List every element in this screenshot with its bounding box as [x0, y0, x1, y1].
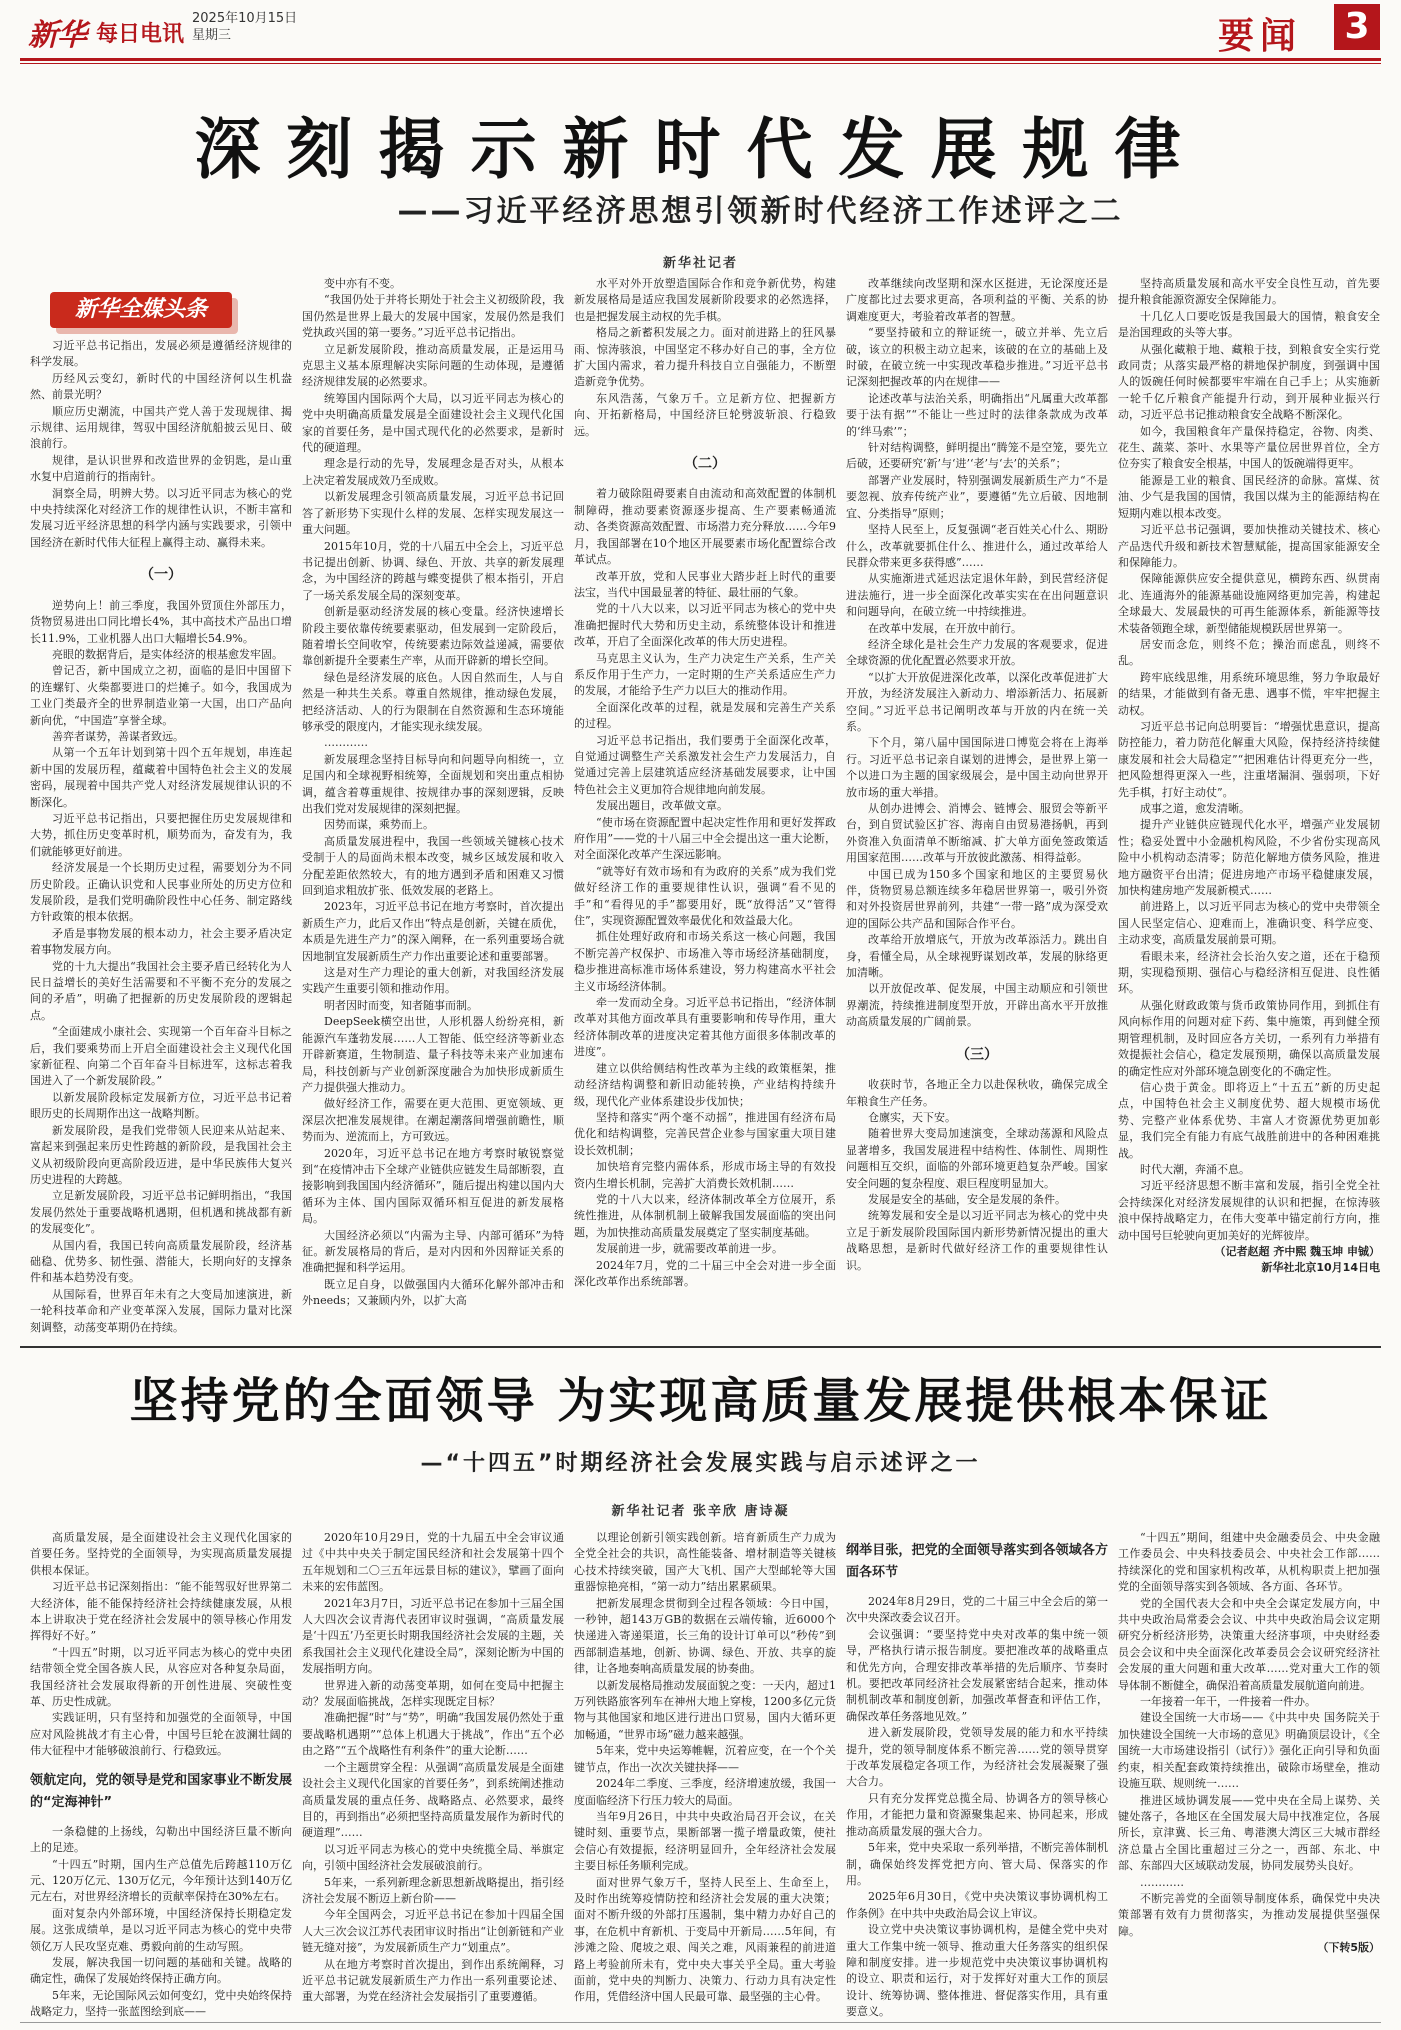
- paragraph: 建设全国统一大市场——《中共中央 国务院关于加快建设全国统一大市场的意见》明确顶层设计，《全国统一大市场建设指引（试行）》强化正向引导和负面约束，相关配套政策持续推出，破除市场壁垒，推动设施互联、规则统一……: [1118, 1711, 1380, 1791]
- issue-date-block: [192, 10, 297, 44]
- paragraph: 改革继续向改坚期和深水区挺进，无论深度还是广度都比过去要求更高，各项利益的平衡、关系的协调难度更大，考验着改革者的智慧。: [846, 277, 1108, 323]
- paragraph: 创新是驱动经济发展的核心变量。经济快速增长阶段主要依靠传统要素驱动，但发展到一定阶段后，随着增长空间收窄，传统要素边际效益递减，需要依靠创新提升全要素生产率，从而开辟新的增长空间。: [302, 605, 564, 668]
- paragraph: 时代大潮，奔涌不息。: [1140, 1162, 1250, 1176]
- article1-title: 深刻揭示新时代发展规律: [194, 110, 1207, 188]
- paragraph: 东风浩荡，气象万千。立足新方位、把握新方向、开拓新格局，中国经济巨轮劈波斩浪、行稳致远。: [574, 391, 836, 438]
- paragraph: 理念是行动的先导，发展理念是否对头，从根本上决定着发展成效乃至成败。: [302, 457, 564, 487]
- paragraph: 以理论创新引领实践创新。培育新质生产力成为全党全社会的共识，高性能装备、增材制造等关键核心技术持续突破，国产大飞机、国产大型邮轮等大国重器惊艳亮相，“第一动力”结出累累硕果。: [574, 1531, 836, 1594]
- paragraph: 高质量发展，是全面建设社会主义现代化国家的首要任务。坚持党的全面领导，为实现高质量发展提供根本保证。: [30, 1531, 292, 1577]
- paragraph: 从实施渐进式延迟法定退休年龄，到民营经济促进法施行，进一步全面深化改革实实在在出问题意识和问题导向，在破立统一中持续推进。: [846, 572, 1108, 619]
- article2-column-4: [846, 1530, 1108, 2018]
- paragraph: 统筹发展和安全是以习近平同志为核心的党中央立足于新发展阶段国际国内新形势新情况提出的重大战略思想，是新时代做好经济工作的重要规律性认识。: [846, 1209, 1108, 1272]
- paragraph: 逆势向上！前三季度，我国外贸顶住外部压力，货物贸易进出口同比增长4%，其中高技术产品出口增长11.9%，工业机器人出口大幅增长54.9%。: [30, 598, 292, 645]
- section-title: 要闻: [1218, 16, 1303, 57]
- paragraph: 顺应历史潮流，中国共产党人善于发现规律、揭示规律、运用规律，驾驭中国经济航船披云见日、破浪前行。: [30, 404, 292, 451]
- paragraph: 2023年，习近平总书记在地方考察时，首次提出新质生产力，此后又作出“特点是创新，关键在质优，本质是先进生产力”的深入阐释，在一系列重要场合就因地制宜发展新质生产力作出重要论述和重要部署。: [302, 900, 564, 963]
- paragraph: 以新发展阶段标定发展新方位，习近平总书记着眼历史的长周期作出这一战略判断。: [30, 1090, 292, 1121]
- paragraph: 习近平经济思想不断丰富和发展，指引全党全社会持续深化对经济发展规律的认识和把握，在惊涛骇浪中保持战略定力，在伟大变革中锚定前行方向，推动中国号巨轮驶向更加美好的光辉彼岸。: [1118, 1179, 1380, 1242]
- paragraph: 洞察全局，明辨大势。以习近平同志为核心的党中央持续深化对经济工作的规律性认识，不断丰富和发展习近平经济思想的科学内涵与实践要求，引领中国经济在新时代伟大征程上赢得主动、赢得未来。: [30, 486, 292, 549]
- paragraph: “就等好有效市场和有为政府的关系”成为我们党做好经济工作的重要规律性认识，强调“看不见的手”和“看得见的手”都要用好，既“放得活”又“管得住”，实现资源配置效率最优化和效益最大化。: [574, 864, 836, 928]
- article-divider: [20, 1346, 1381, 1348]
- paragraph: 党的十九大提出“我国社会主要矛盾已经转化为人民日益增长的美好生活需要和不平衡不充分的发展之间的矛盾”，明确了把握新的历史发展阶段的逻辑起点。: [30, 959, 292, 1022]
- paragraph: 十几亿人口要吃饭是我国最大的国情，粮食安全是治国理政的头等大事。: [1118, 309, 1380, 340]
- paragraph: 保障能源供应安全提供意见，横跨东西、纵贯南北、连通海外的能源基础设施网络更加完善，构建起全球最大、发展最快的可再生能源体系，新能源等技术装备领跑全球，新型储能规模跃居世界第一。: [1118, 572, 1380, 635]
- paragraph: …………: [324, 736, 368, 750]
- paragraph: 党的十八大以来，以习近平同志为核心的党中央准确把握时代大势和历史主动，系统整体设计和推进改革，开启了全面深化改革的伟大历史进程。: [574, 602, 836, 649]
- paragraph: 今年全国两会，习近平总书记在参加十四届全国人大三次会议江苏代表团审议时指出“让创新链和产业链无缝对接”，为发展新质生产力“划重点”。: [302, 1908, 564, 1955]
- paragraph: “要坚持破和立的辩证统一，破立并举、先立后破，该立的积极主动立起来，该破的在立的基础上及时破，在破立统一中实现改革稳步推进。”习近平总书记深刻把握改革的内在规律——: [846, 326, 1108, 389]
- paragraph: 以开放促改革、促发展，中国主动顺应和引领世界潮流，持续推进制度型开放，开辟出高水平开放推动高质量发展的广阔前景。: [846, 982, 1108, 1029]
- section-heading: （二）: [684, 456, 726, 473]
- footer-rule: [20, 2022, 1381, 2023]
- paragraph: 一条稳健的上扬线，勾勒出中国经济巨量不断向上的足迹。: [30, 1824, 292, 1855]
- paragraph: 立足新发展阶段，推动高质量发展，正是运用马克思主义基本原理解决实际问题的生动体现，是遵循经济规律发展的必然要求。: [302, 342, 564, 389]
- paragraph: 曾记否，新中国成立之初，面临的是旧中国留下的连螺钉、火柴都要进口的烂摊子。如今，我国成为工业门类最齐全的世界制造业第一大国，出口产品向新向优，“中国造”享誉全球。: [30, 664, 292, 727]
- paragraph: 从国际看，世界百年未有之大变局加速演进，新一轮科技革命和产业变革深入发展，国际力量对比深刻调整，动荡变革期仍在持续。: [30, 1287, 292, 1334]
- paragraph: 建立以供给侧结构性改革为主线的政策框架，推动经济结构调整和新旧动能转换，产业结构持续升级，现代化产业体系建设步伐加快；: [574, 1061, 836, 1108]
- paragraph: 高质量发展进程中，我国一些领域关键核心技术受制于人的局面尚未根本改变，城乡区域发展和收入分配差距依然较大，有的地方遇到矛盾和困难又习惯回到追求粗放扩张、低效发展的老路上。: [302, 834, 564, 898]
- paragraph: 因势而谋，乘势而上。: [324, 818, 434, 832]
- paragraph: 把新发展理念贯彻到全过程各领域：今日中国，一秒钟，超143万GB的数据在云端传输，近6000个快递进入寄递渠道，长三角的设计订单可以“秒传”到西部制造基地，创新、协调、绿色、开放、共享的旋律，让各地奏响高质量发展的协奏曲。: [574, 1596, 836, 1676]
- paragraph: 做好经济工作，需要在更大范围、更宽领域、更深层次把准发展规律。在潮起潮落间增强前瞻性，顺势而为、逆流而上，方可致远。: [302, 1097, 564, 1144]
- subheading: 领航定向，党的领导是党和国家事业不断发展的“定海神针”: [30, 1772, 292, 1810]
- paragraph: 坚持高质量发展和高水平安全良性互动，首先要提升粮食能源资源安全保障能力。: [1118, 277, 1380, 307]
- page-number: 3: [1334, 4, 1380, 50]
- article2-byline: 新华社记者 张辛欣 唐诗凝: [611, 1504, 790, 1519]
- paragraph: 绿色是经济发展的底色。人因自然而生，人与自然是一种共生关系。尊重自然规律，推动绿色发展，把经济活动、人的行为限制在自然资源和生态环境能够承受的限度内，才能实现永续发展。: [302, 670, 564, 733]
- paragraph: 信心贵于黄金。即将迈上“十五五”新的历史起点，中国特色社会主义制度优势、超大规模市场优势、完整产业体系优势、丰富人才资源优势更加彰显，我们完全有能力有底气战胜前进中的各种困难挑战。: [1118, 1080, 1380, 1160]
- paragraph: 水平对外开放塑造国际合作和竞争新优势，构建新发展格局是适应我国发展新阶段要求的必然选择，也是把握发展主动权的先手棋。: [574, 277, 836, 323]
- article2-column-3: [574, 1530, 836, 2018]
- paragraph: 坚持和落实“两个毫不动摇”，推进国有经济布局优化和结构调整，完善民营企业参与国家重大项目建设长效机制；: [574, 1110, 836, 1157]
- paragraph: 不断完善党的全面领导制度体系，确保党中央决策部署有效有力贯彻落实，为推动发展提供坚强保障。: [1118, 1891, 1380, 1938]
- paragraph: 看眼未来，经济社会长治久安之道，还在于稳预期，实现稳预期、强信心与稳经济相互促进、良性循环。: [1118, 949, 1380, 996]
- continued-note: （下转5版）: [1317, 1941, 1380, 1955]
- paragraph: 变中亦有不变。: [324, 277, 401, 290]
- paragraph: 2020年，习近平总书记在地方考察时敏锐察觉到“在疫情冲击下全球产业链供应链发生局部断裂，直接影响到我国国内经济循环”，随后提出构建以国内大循环为主体、国内国际双循环相互促进的新发展格局。: [302, 1146, 564, 1226]
- paragraph: 发展前进一步，就需要改革前进一步。: [596, 1242, 783, 1256]
- reporter-credit: （记者赵超 齐中熙 魏玉坤 申铖）: [1214, 1244, 1380, 1258]
- paragraph: 随着世界大变局加速演变，全球动荡源和风险点显著增多，我国发展进程中结构性、体制性、周期性问题相互交织，面临的外部环境更趋复杂严峻。国家安全问题的复杂程度、艰巨程度明显加大。: [846, 1127, 1108, 1190]
- paragraph: “十四五”时期，以习近平同志为核心的党中央团结带领全党全国各族人民，从容应对各种复杂局面，我国经济社会发展取得新的开创性进展、突破性变革、历史性成就。: [30, 1645, 292, 1709]
- article1-byline: 新华社记者: [662, 256, 738, 271]
- article2-column-2: [302, 1530, 564, 2018]
- paragraph: 2024年7月，党的二十届三中全会对进一步全面深化改革作出系统部署。: [574, 1258, 836, 1288]
- paragraph: 2021年3月7日，习近平总书记在参加十三届全国人大四次会议青海代表团审议时强调，“高质量发展是‘十四五’乃至更长时期我国经济社会发展的主题，关系我国社会主义现代化建设全局”，深刻论断为中国的发展指明方向。: [302, 1596, 564, 1676]
- paragraph: 成事之道，愈发清晰。: [1140, 802, 1250, 815]
- paragraph: 全面深化改革的过程，就是发展和完善生产关系的过程。: [574, 700, 836, 731]
- paragraph: 以习近平同志为核心的党中央统揽全局、举旗定向，引领中国经济社会发展破浪前行。: [302, 1842, 564, 1873]
- paragraph: “以扩大开放促进深化改革，以深化改革促进扩大开放，为经济发展注入新动力、增添新活力、拓展新空间。”习近平总书记阐明改革与开放的内在统一关系。: [846, 670, 1108, 733]
- paragraph: 习近平总书记深刻指出：“能不能驾驭好世界第二大经济体，能不能保持经济社会持续健康发展，从根本上讲取决于党在经济社会发展中的领导核心作用发挥得好不好。”: [30, 1580, 292, 1643]
- paragraph: 推进区域协调发展——党中央在全局上谋势、关键处落子，各地区在全国发展大局中找准定位，各展所长，京津冀、长三角、粤港澳大湾区三大城市群经济总量占全国比重超过三分之一，西部、东北、中部、东部四大区域联动发展，协同发展势头良好。: [1118, 1793, 1380, 1873]
- issue-date: 2025年10月15日: [192, 11, 298, 26]
- paragraph: 坚持人民至上，反复强调“老百姓关心什么、期盼什么，改革就要抓住什么、推进什么，通过改革给人民群众带来更多获得感”……: [846, 523, 1108, 569]
- article1-column-4: [846, 276, 1108, 1338]
- article1-column-1: [30, 338, 292, 1338]
- paragraph: 如今，我国粮食年产量保持稳定，谷物、肉类、花生、蔬菜、茶叶、水果等产量位居世界首位，全方位夯实了粮食安全根基，中国人的饭碗端得更牢。: [1118, 424, 1380, 471]
- paragraph: 会议强调：“要坚持党中央对改革的集中统一领导，严格执行请示报告制度。要把准改革的战略重点和优先方向，合理安排改革举措的先后顺序、节奏时机。要把改革同经济社会发展紧密结合起来，推动体制机制改革和制度创新，加强改革督查和评估工作，确保改革任务落地见效。”: [846, 1627, 1108, 1723]
- paragraph: 中国已成为150多个国家和地区的主要贸易伙伴，货物贸易总额连续多年稳居世界第一，吸引外资和对外投资居世界前列，共建“一带一路”成为深受欢迎的国际公共产品和国际合作平台。: [846, 867, 1108, 930]
- article2-subtitle: —“十四五”时期经济社会发展实践与启示述评之一: [420, 1451, 981, 1476]
- article1-column-3: [574, 276, 836, 1338]
- dateline: 新华社北京10月14日电: [1261, 1261, 1380, 1275]
- paragraph: 亮眼的数据背后，是实体经济的根基愈发牢固。: [52, 647, 283, 661]
- paragraph: 在改革中发展，在开放中前行。: [868, 621, 1022, 635]
- paragraph: 格局之新蓄积发展之力。面对前进路上的狂风暴雨、惊涛骇浪，中国坚定不移办好自己的事，全方位扩大国内需求，着力提升科技自立自强能力，不断塑造新竞争优势。: [574, 326, 836, 389]
- paragraph: …………: [1140, 1875, 1184, 1889]
- paragraph: 习近平总书记指出，我们要勇于全面深化改革，自觉通过调整生产关系激发社会生产力发展活力，自觉通过完善上层建筑适应经济基础发展要求，让中国特色社会主义更加符合规律地向前发展。: [574, 733, 836, 796]
- paragraph: 党的全国代表大会和中央全会谋定发展方向，中共中央政治局常委会会议、中共中央政治局会议定期研究分析经济形势，决策重大经济事项，中央财经委员会会议和中央全面深化改革委员会会议研究经济社会发展的重大问题和重大改革……党对重大工作的领导体制不断健全，确保沿着高质量发展航道向前进。: [1118, 1596, 1380, 1692]
- paragraph: 大国经济必须以“内需为主导、内部可循环”为特征。新发展格局的背后，是对内因和外因辩证关系的准确把握和科学运用。: [302, 1228, 564, 1275]
- paragraph: 这是对生产力理论的重大创新，对我国经济发展实践产生重要引领和推动作用。: [302, 966, 564, 996]
- paragraph: 设立党中央决策议事协调机构，是健全党中央对重大工作集中统一领导、推动重大任务落实的组织保障和制度安排。进一步规范党中央决策议事协调机构的设立、职责和运行，对于发挥好对重大工作的顶层设计、统筹协调、整体推进、督促落实作用，具有重要意义。: [846, 1923, 1108, 2018]
- section-heading: （一）: [140, 567, 182, 584]
- paragraph: 习近平总书记指出，发展必须是遵循经济规律的科学发展。: [30, 339, 292, 369]
- paragraph: 善弈者谋势，善谋者致远。: [52, 729, 184, 743]
- newspaper-name: 每日电讯: [96, 22, 185, 47]
- paragraph: 新发展理念坚持目标导向和问题导向相统一，立足国内和全球视野相统筹，全面规划和突出重点相协调，蕴含着尊重规律、按规律办事的深刻逻辑，反映出我们党对发展规律的深刻把握。: [302, 752, 564, 815]
- paragraph: “全面建成小康社会、实现第一个百年奋斗目标之后，我们要乘势而上开启全面建设社会主义现代化国家新征程、向第二个百年奋斗目标进军，这标志着我国进入了一个新发展阶段。”: [30, 1025, 292, 1088]
- paragraph: 从在地方考察时首次提出，到作出系统阐释，习近平总书记就发展新质生产力作出一系列重要论述、重大部署，为党在经济社会发展指引了重要遵循。: [302, 1957, 564, 2004]
- paragraph: 准确把握“时”与“势”，明确“我国发展仍然处于重要战略机遇期”“总体上机遇大于挑战”，作出“五个必由之路”“五个战略性有利条件”的重大论断……: [302, 1711, 564, 1758]
- feature-banner: 新华全媒头条: [50, 292, 232, 328]
- paragraph: “我国仍处于并将长期处于社会主义初级阶段，我国仍然是世界上最大的发展中国家，发展仍然是我们党执政兴国的第一要务。”习近平总书记指出。: [302, 293, 564, 340]
- paragraph: 习近平总书记向总明要旨：“增强忧患意识，提高防控能力，着力防范化解重大风险，保持经济持续健康发展和社会大局稳定”“把困难估计得更充分一些，把风险想得更深入一些，注重堵漏洞、强弱项，下好先手棋，打好主动仗”。: [1118, 719, 1380, 799]
- paragraph: 从国内看，我国已转向高质量发展阶段，经济基础稳、优势多、韧性强、潜能大，长期向好的支撑条件和基本趋势没有变。: [30, 1238, 292, 1285]
- paragraph: 牵一发而动全身。习近平总书记指出，“经济体制改革对其他方面改革具有重要影响和传导作用，重大经济体制改革的进度决定着其他方面很多体制改革的进度”。: [574, 996, 836, 1059]
- header-rule-thin: [20, 63, 1381, 64]
- paragraph: 只有充分发挥党总揽全局、协调各方的领导核心作用，才能把力量和资源聚集起来、协同起来，形成推动高质量发展的强大合力。: [846, 1791, 1108, 1838]
- paragraph: 历经风云变幻，新时代的中国经济何以生机盎然、前景光明？: [30, 371, 292, 402]
- paragraph: 针对结构调整，鲜明提出“腾笼不是空笼，要先立后破，还要研究‘新’与‘进’‘老’与‘去’的关系”；: [846, 441, 1108, 471]
- paragraph: 以新发展理念引领高质量发展，习近平总书记回答了新形势下实现什么样的发展、怎样实现发展这一重大问题。: [302, 490, 564, 537]
- paragraph: 从强化藏粮于地、藏粮于技，到粮食安全实行党政同责；从落实最严格的耕地保护制度，到强调中国人的饭碗任何时候都要牢牢端在自己手上；从实施新一轮千亿斤粮食产能提升行动，到开展种业振兴行动，习近平总书记推动粮食安全战略不断深化。: [1118, 342, 1380, 422]
- paragraph: 跨牢底线思维，用系统环境思维，努力争取最好的结果，才能做到有备无患、遇事不慌，牢牢把握主动权。: [1118, 670, 1380, 717]
- paragraph: 抓住处理好政府和市场关系这一核心问题，我国不断完善产权保护、市场准入等市场经济基础制度，稳步推进高标准市场体系建设，努力构建高水平社会主义市场经济体制。: [574, 930, 836, 993]
- paragraph: 5年来，党中央运筹帷幄，沉着应变，在一个个关键节点，作出一次次关键抉择——: [574, 1744, 836, 1774]
- article1-column-2: [302, 276, 564, 1338]
- paragraph: 居安而念危，则终不危；操治而虑乱，则终不乱。: [1118, 637, 1380, 668]
- newspaper-logo: 新华: [28, 18, 86, 53]
- header-rule: [20, 58, 1381, 61]
- article2-column-5: [1118, 1530, 1380, 2018]
- article2-title: 坚持党的全面领导 为实现高质量发展提供根本保证: [129, 1373, 1272, 1429]
- article1-column-5: [1118, 276, 1380, 1338]
- masthead: [0, 0, 1401, 56]
- paragraph: 下个月，第八届中国国际进口博览会将在上海举行。习近平总书记亲自谋划的进博会，是世界上第一个以进口为主题的国家级展会，是中国主动向世界开放市场的重大举措。: [846, 736, 1108, 799]
- paragraph: 发展，解决我国一切问题的基础和关键。战略的确定性，确保了发展始终保持正确方向。: [30, 1955, 292, 1986]
- paragraph: “十四五”时期，国内生产总值先后跨越110万亿元、120万亿元、130万亿元，今年预计达到140万亿元左右，对世界经济增长的贡献率保持在30%左右。: [30, 1857, 292, 1904]
- paragraph: 2024年二季度、三季度，经济增速放缓，我国一度面临经济下行压力较大的局面。: [574, 1777, 836, 1807]
- paragraph: 面对复杂内外部环境，中国经济保持长期稳定发展。这张成绩单，是以习近平同志为核心的党中央带领亿万人民攻坚克难、勇毅向前的生动写照。: [30, 1906, 292, 1953]
- paragraph: 一年接着一年干，一件接着一件办。: [1140, 1695, 1316, 1709]
- paragraph: 世界进入新的动荡变革期，如何在变局中把握主动？发展面临挑战，怎样实现既定目标？: [302, 1678, 564, 1709]
- paragraph: 2015年10月，党的十八届五中全会上，习近平总书记提出创新、协调、绿色、开放、共享的新发展理念，为中国经济的跨越与蝶变提供了根本指引，开启了一场关系发展全局的深刻变革。: [302, 539, 564, 602]
- paragraph: 统筹国内国际两个大局，以习近平同志为核心的党中央明确高质量发展是全面建设社会主义现代化国家的首要任务，是中国式现代化的必然要求，是新时代的硬道理。: [302, 391, 564, 455]
- paragraph: 5年来，一系列新理念新思想新战略提出，指引经济社会发展不断迈上新台阶——: [302, 1875, 564, 1905]
- paragraph: 规律，是认识世界和改造世界的金钥匙，是山重水复中启道前行的指南针。: [30, 453, 292, 484]
- paragraph: 立足新发展阶段，习近平总书记鲜明指出，“我国发展仍然处于重要战略机遇期，但机遇和挑战都有新的发展变化”。: [30, 1189, 292, 1236]
- paragraph: 5年来，无论国际风云如何变幻，党中央始终保持战略定力，坚持一张蓝图绘到底——: [30, 1988, 292, 2018]
- paragraph: 当年9月26日，中共中央政治局召开会议，在关键时刻、重要节点，果断部署一揽子增量政策，使社会信心有效提振，经济明显回升，全年经济社会发展主要目标任务顺利完成。: [574, 1809, 836, 1873]
- paragraph: 发展是安全的基础，安全是发展的条件。: [868, 1192, 1066, 1206]
- paragraph: “使市场在资源配置中起决定性作用和更好发挥政府作用”——党的十八届三中全会提出这一重大论断，对全面深化改革产生深远影响。: [574, 815, 836, 862]
- paragraph: 能源是工业的粮食、国民经济的命脉。富煤、贫油、少气是我国的国情，我国以煤为主的能源结构在短期内难以根本改变。: [1118, 473, 1380, 520]
- paragraph: 加快培育完整内需体系，形成市场主导的有效投资内生增长机制，完善扩大消费长效机制……: [574, 1160, 836, 1190]
- issue-weekday: 星期三: [192, 28, 232, 43]
- article1-subtitle: ——习近平经济思想引领新时代经济工作述评之二: [397, 194, 1124, 229]
- paragraph: 面对世界气象万千，坚持人民至上、生命至上，及时作出统筹疫情防控和经济社会发展的重大决策；面对不断升级的外部打压遏制，集中精力办好自己的事，在危机中育新机、于变局中开新局……5年间，有涉滩之险、爬坡之艰、闯关之难，风雨兼程的前进道路上考验前所未有，党中央大事关乎全局。重大考验面前，党中央的判断力、决策力、行动力具有决定性作用，凭借经济中国人民最可靠、最坚强的主心骨。: [574, 1875, 836, 2004]
- paragraph: 改革开放，党和人民事业大踏步赶上时代的重要法宝，当代中国最显著的特征、最壮丽的气象。: [574, 569, 836, 599]
- paragraph: 从创办进博会、消博会、链博会、服贸会等新平台，到自贸试验区扩容、海南自由贸易港扬帆，再到外资准入负面清单不断缩减、扩大单方面免签政策适用国家范围……改革与开放彼此激荡、相得益彰。: [846, 802, 1108, 865]
- paragraph: 新发展阶段，是我们党带领人民迎来从站起来、富起来到强起来历史性跨越的新阶段，是我国社会主义从初级阶段向更高阶段迈进，是中华民族伟大复兴历史进程的大跨越。: [30, 1123, 292, 1186]
- paragraph: 从强化财政政策与货币政策协同作用，到抓住有风向标作用的问题对症下药、集中施策，再到健全预期管理机制，及时回应各方关切，一系列有力举措有效提振社会信心，稳定发展预期，确保以高质量发展的确定性应对外部环境急剧变化的不确定性。: [1118, 998, 1380, 1078]
- paragraph: 2024年8月29日，党的二十届三中全会后的第一次中央深改委会议召开。: [846, 1595, 1108, 1625]
- paragraph: 习近平总书记指出，只要把握住历史发展规律和大势，抓住历史变革时机，顺势而为，奋发有为，我们就能够更好前进。: [30, 811, 292, 858]
- paragraph: 论述改革与法治关系，明确指出“凡属重大改革都要于法有据”“不能让一些过时的法律条款成为改革的‘绊马索’”；: [846, 391, 1108, 438]
- paragraph: 收获时节，各地正全力以赴保秋收，确保完成全年粮食生产任务。: [846, 1078, 1108, 1108]
- paragraph: 5年来，党中央采取一系列举措，不断完善体制机制，确保始终发挥党把方向、管大局、保落实的作用。: [846, 1841, 1108, 1887]
- paragraph: 明者因时而变，知者随事而制。: [324, 998, 478, 1012]
- paragraph: 实践证明，只有坚持和加强党的全面领导，中国应对风险挑战才有主心骨，中国号巨轮在波澜壮阔的伟大征程中才能够破浪前行、行稳致远。: [30, 1711, 292, 1758]
- paragraph: 经济发展是一个长期历史过程，需要划分为不同历史阶段。正确认识党和人民事业所处的历史方位和发展阶段，是我们党明确阶段性中心任务、制定路线方针政策的根本依据。: [30, 861, 292, 924]
- subheading: 纲举目张，把党的全面领导落实到各领域各方面各环节: [846, 1543, 1108, 1580]
- paragraph: 既立足自身，以做强国内大循环化解外部冲击和外needs；又兼顾内外，以扩大高: [302, 1277, 564, 1308]
- paragraph: 发展出题目，改革做文章。: [596, 799, 728, 813]
- paragraph: 部署产业发展时，特别强调发展新质生产力“不是要忽视、放弃传统产业”，要遵循“先立后破、因地制宜、分类指导”原则；: [846, 473, 1108, 520]
- paragraph: 党的十八大以来，经济体制改革全方位展开，系统性推进，从体制机制上破解我国发展面临的突出问题，为加快推动高质量发展奠定了坚实制度基础。: [574, 1192, 836, 1239]
- paragraph: 着力破除阻碍要素自由流动和高效配置的体制机制障碍，推动要素资源逐步提高、生产要素畅通流动、各类资源高效配置、市场潜力充分释放……今年9月，我国部署在10个地区开展要素市场化配置综合改革试点。: [574, 487, 836, 567]
- paragraph: 从第一个五年计划到第十四个五年规划，串连起新中国的发展历程，蕴藏着中国特色社会主义的发展密码，展现着中国共产党人对经济发展规律认识的不断深化。: [30, 746, 292, 809]
- paragraph: 矛盾是事物发展的根本动力，社会主要矛盾决定着事物发展方向。: [30, 926, 292, 957]
- paragraph: 改革给开放增底气，开放为改革添活力。跳出自身，看懂全局，从全球视野谋划改革，发展的脉络更加清晰。: [846, 933, 1108, 980]
- paragraph: 2025年6月30日，《党中央决策议事协调机构工作条例》在中共中央政治局会议上审议。: [846, 1890, 1108, 1920]
- paragraph: 马克思主义认为，生产力决定生产关系，生产关系反作用于生产力，一定时期的生产关系适应生产力的发展，才能给予生产力以巨大的推动作用。: [574, 651, 836, 698]
- paragraph: 习近平总书记强调，要加快推动关键技术、核心产品迭代升级和新技术智慧赋能，提高国家能源安全和保障能力。: [1118, 523, 1380, 569]
- section-heading: （三）: [956, 1046, 998, 1063]
- paragraph: 提升产业链供应链现代化水平，增强产业发展韧性；稳妥处置中小金融机构风险，不少省份实现高风险中小机构动态清零；防范化解地方债务风险，推进地方融资平台出清；促进房地产市场平稳健康发展，加快构建房地产发展新模式……: [1118, 818, 1380, 898]
- paragraph: 以新发展格局推动发展面貌之变：一天内，超过1万列铁路旅客列车在神州大地上穿梭，1200多亿元货物与其他国家和地区进行进出口贸易，国内大循环更加畅通，“世界市场”磁力越来越强。: [574, 1678, 836, 1741]
- paragraph: 仓廪实，天下安。: [868, 1110, 956, 1124]
- paragraph: 前进路上，以习近平同志为核心的党中央带领全国人民坚定信心、迎难而上，准确识变、科学应变、主动求变，高质量发展前景可期。: [1118, 900, 1380, 947]
- paragraph: 一个主题贯穿全程：从强调“高质量发展是全面建设社会主义现代化国家的首要任务”，到系统阐述推动高质量发展的重点任务、战略路点、必然要求，最终目的，再到指出“必须把坚持高质量发展作为新时代的硬道理”……: [302, 1760, 564, 1840]
- paragraph: 2020年10月29日，党的十九届五中全会审议通过《中共中央关于制定国民经济和社会发展第十四个五年规划和二〇三五年远景目标的建议》，擘画了面向未来的宏伟蓝图。: [302, 1531, 564, 1594]
- paragraph: 进入新发展阶段，党领导发展的能力和水平持续提升，党的领导制度体系不断完善……党的领导贯穿于改革发展稳定各项工作，为经济社会发展凝聚了强大合力。: [846, 1726, 1108, 1789]
- paragraph: 经济全球化是社会生产力发展的客观要求，促进全球资源的优化配置必然要求开放。: [846, 637, 1108, 668]
- article2-column-1: [30, 1530, 292, 2018]
- paragraph: “十四五”期间，组建中央金融委员会、中央金融工作委员会、中央科技委员会、中央社会工作部……持续深化的党和国家机构改革，从机构职责上把加强党的全面领导落实到各领域、各方面、各环节。: [1118, 1531, 1380, 1594]
- paragraph: DeepSeek横空出世，人形机器人纷纷亮相，新能源汽车蓬勃发展……人工智能、低空经济等新业态开辟新赛道，生物制造、量子科技等未来产业加速布局，科技创新与产业创新深度融合为加快形成新质生产力提供强大推动力。: [302, 1015, 564, 1094]
